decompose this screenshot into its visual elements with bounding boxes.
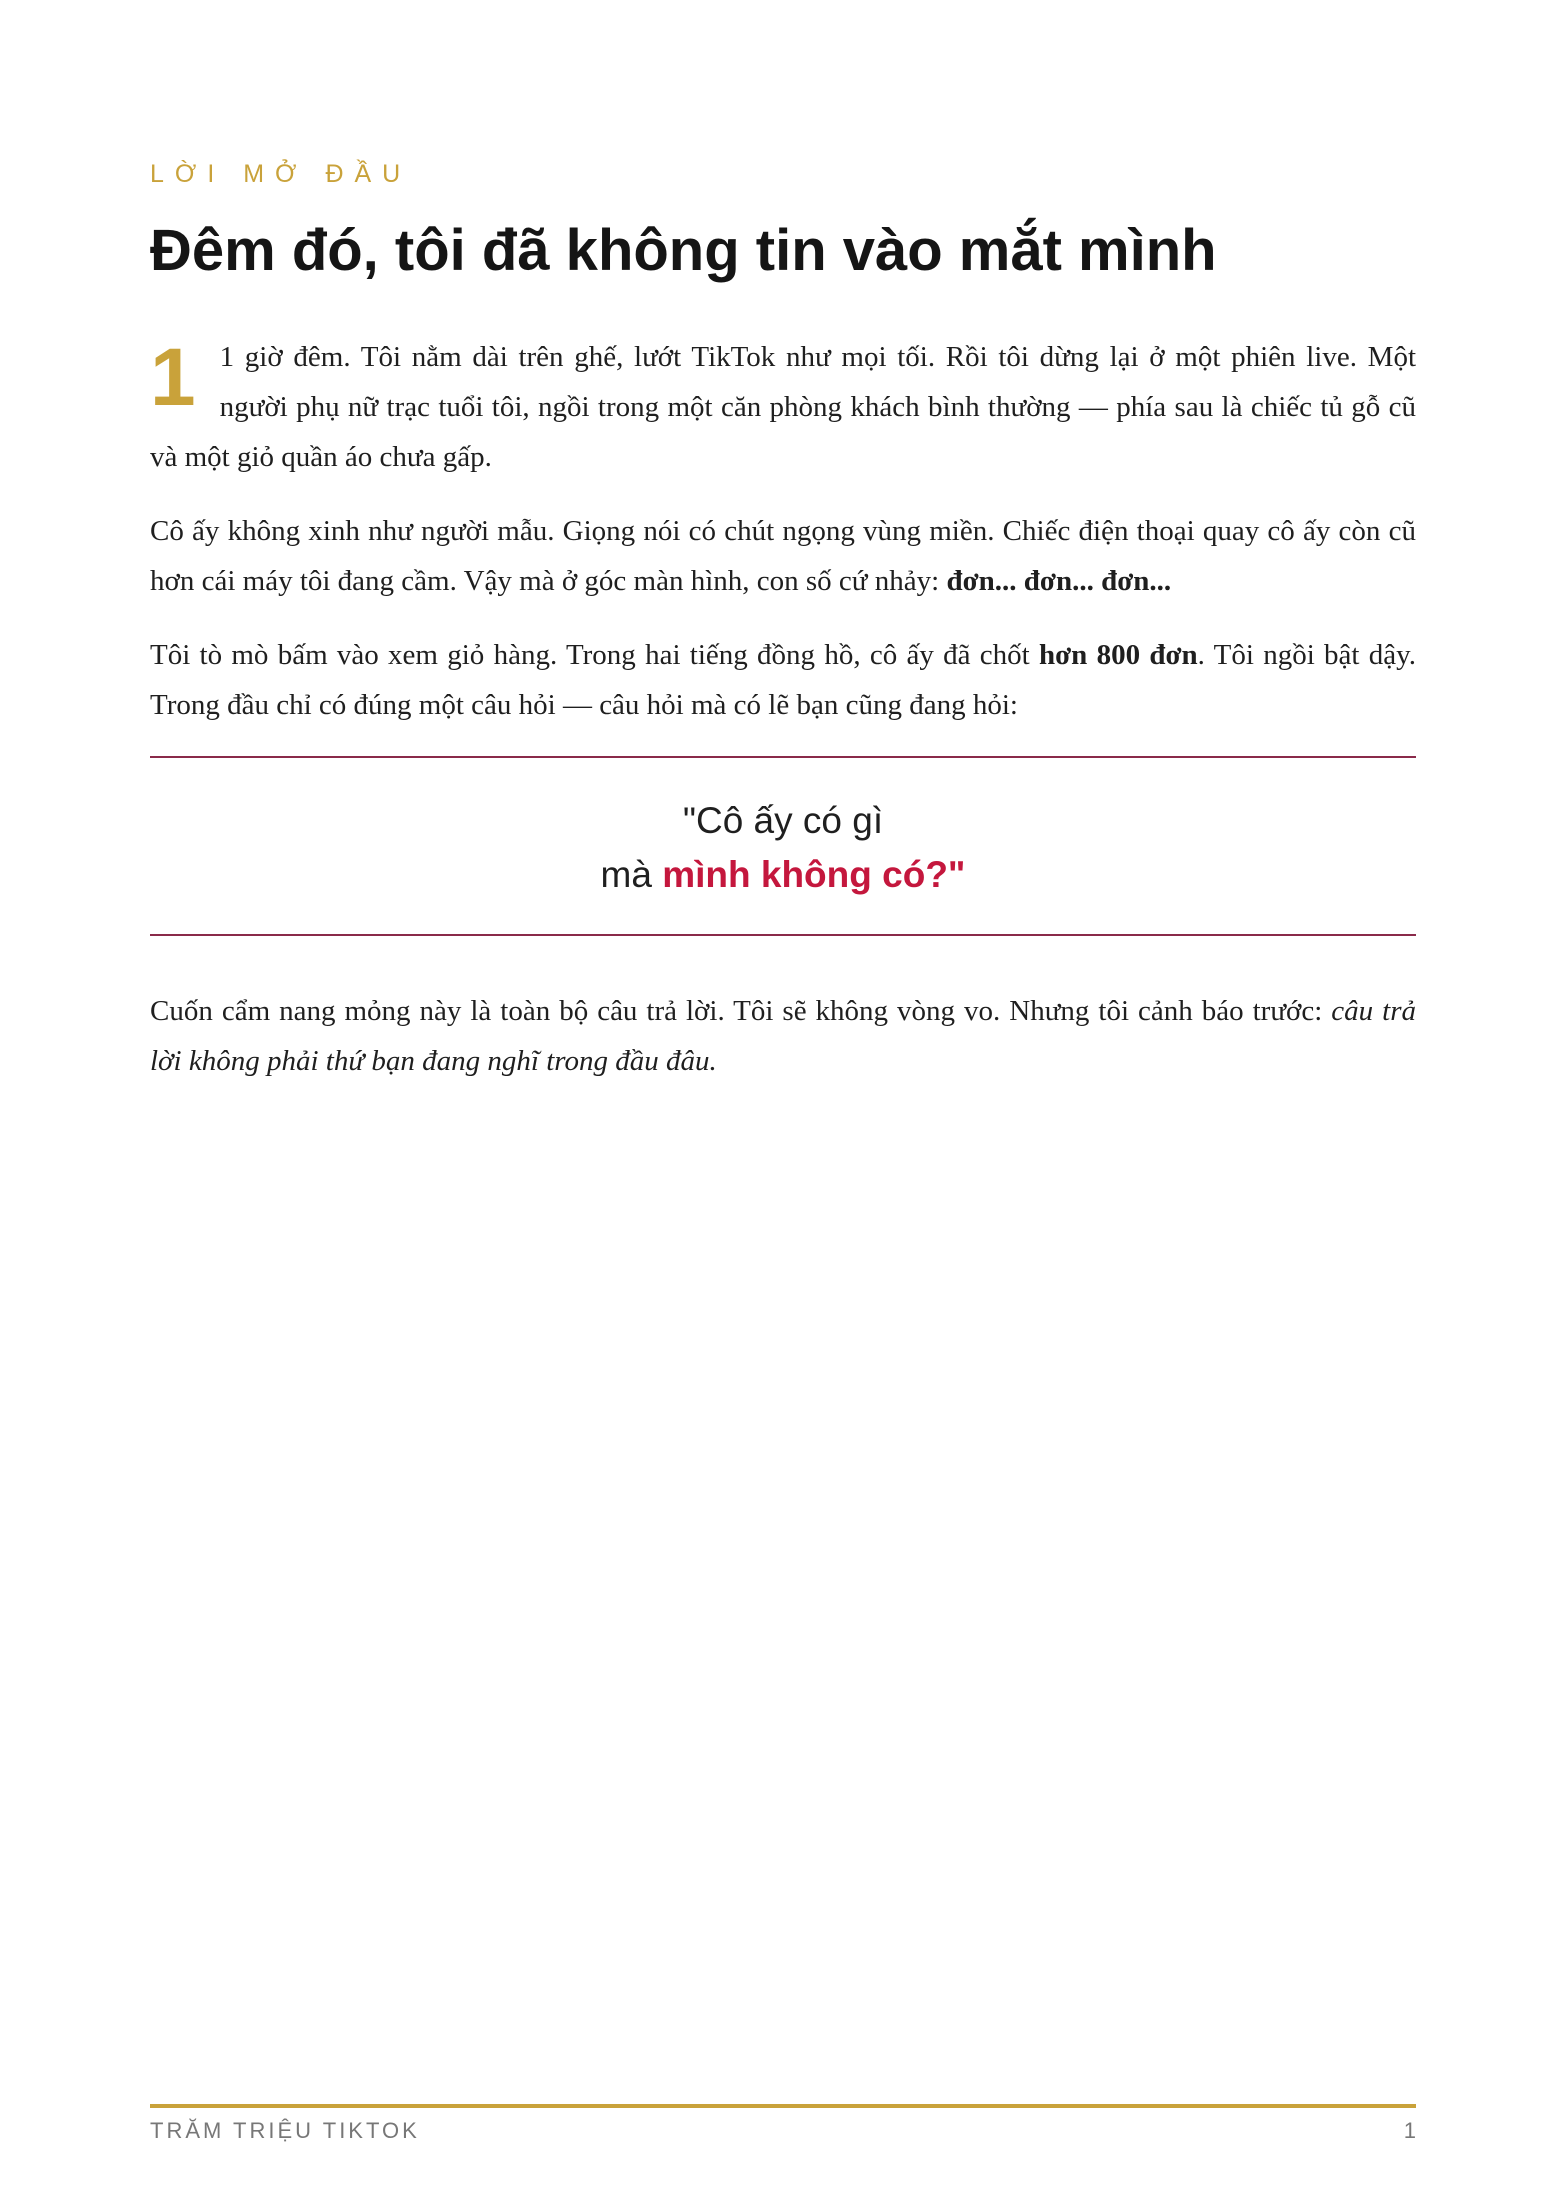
paragraph-2-text: Cô ấy không xinh như người mẫu. Giọng nói có chút ngọng vùng miền. Chiếc điện thoại quay cô ấy còn cũ hơn cái máy tôi đang cầm. Vậy mà ở góc màn hình, con số cứ nhảy:	[150, 515, 1416, 597]
pull-quote-line-1: "Cô ấy có gì	[682, 800, 884, 841]
page-number: 1	[1403, 2118, 1416, 2143]
paragraph-3-text-after: . Tôi ngồi bật dậy. Trong đầu chỉ có đúng một câu hỏi — câu hỏi mà có lẽ bạn cũng đang hỏi:	[150, 639, 1416, 721]
paragraph-4	[150, 986, 1416, 1086]
chapter-eyebrow: LỜI MỞ ĐẦU	[150, 160, 412, 188]
paragraph-1	[150, 332, 1416, 482]
document-page	[150, 0, 1416, 2200]
paragraph-1-text: 1 giờ đêm. Tôi nằm dài trên ghế, lướt TikTok như mọi tối. Rồi tôi dừng lại ở một phiên live. Một người phụ nữ trạc tuổi tôi, ngồi trong một căn phòng khách bình thường — phía sau là chiếc tủ gỗ cũ và một giỏ quần áo chưa gấp.	[150, 341, 1416, 473]
drop-cap: 1	[150, 332, 196, 423]
pull-quote-line-2	[150, 848, 1416, 902]
pull-quote-accent: mình không có?"	[662, 854, 966, 895]
chapter-title: Đêm đó, tôi đã không tin vào mắt mình	[150, 218, 1217, 283]
chapter-body	[150, 332, 1416, 1110]
pull-quote-plain: mà	[600, 854, 663, 895]
footer-book-title: TRĂM TRIỆU TIKTOK	[150, 2118, 420, 2143]
paragraph-2	[150, 506, 1416, 606]
paragraph-3-bold: hơn 800 đơn	[1038, 639, 1198, 671]
paragraph-3-text-before: Tôi tò mò bấm vào xem giỏ hàng. Trong hai tiếng đồng hồ, cô ấy đã chốt	[150, 639, 1039, 671]
paragraph-4-italic: câu trả lời không phải thứ bạn đang nghĩ trong đầu đâu.	[150, 995, 1416, 1077]
paragraph-2-bold: đơn... đơn... đơn...	[946, 565, 1172, 597]
paragraph-4-text: Cuốn cẩm nang mỏng này là toàn bộ câu trả lời. Tôi sẽ không vòng vo. Nhưng tôi cảnh báo trước:	[150, 995, 1332, 1027]
pull-quote	[150, 756, 1416, 936]
footer-divider	[150, 2104, 1416, 2108]
paragraph-3	[150, 630, 1416, 730]
